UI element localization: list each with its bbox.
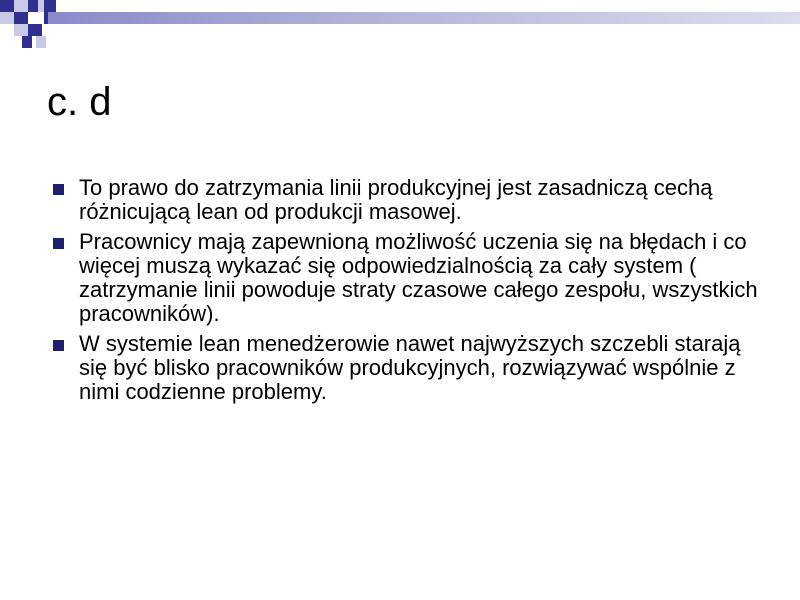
bullet-list [47,176,767,410]
bullet-square-icon [53,238,64,249]
bullet-square-icon [53,340,64,351]
list-item [47,332,767,404]
header-decoration [0,0,800,56]
bullet-text: W systemie lean menedżerowie nawet najwyższych szczebli starają się być blisko pracowników produkcyjnych, rozwiązywać wspólnie z nimi codzienne problemy. [79,331,741,404]
bullet-text: To prawo do zatrzymania linii produkcyjnej jest zasadniczą cechą różnicującą lean od produkcji masowej. [79,175,713,224]
slide-title: c. d [47,80,112,124]
list-item [47,230,767,326]
bullet-square-icon [53,184,64,195]
list-item [47,176,767,224]
bullet-text: Pracownicy mają zapewnioną możliwość uczenia się na błędach i co więcej muszą wykazać się odpowiedzialnością za cały system ( zatrzymanie linii powoduje straty czasowe całego zespołu, wszystkich pracowników). [79,229,758,326]
